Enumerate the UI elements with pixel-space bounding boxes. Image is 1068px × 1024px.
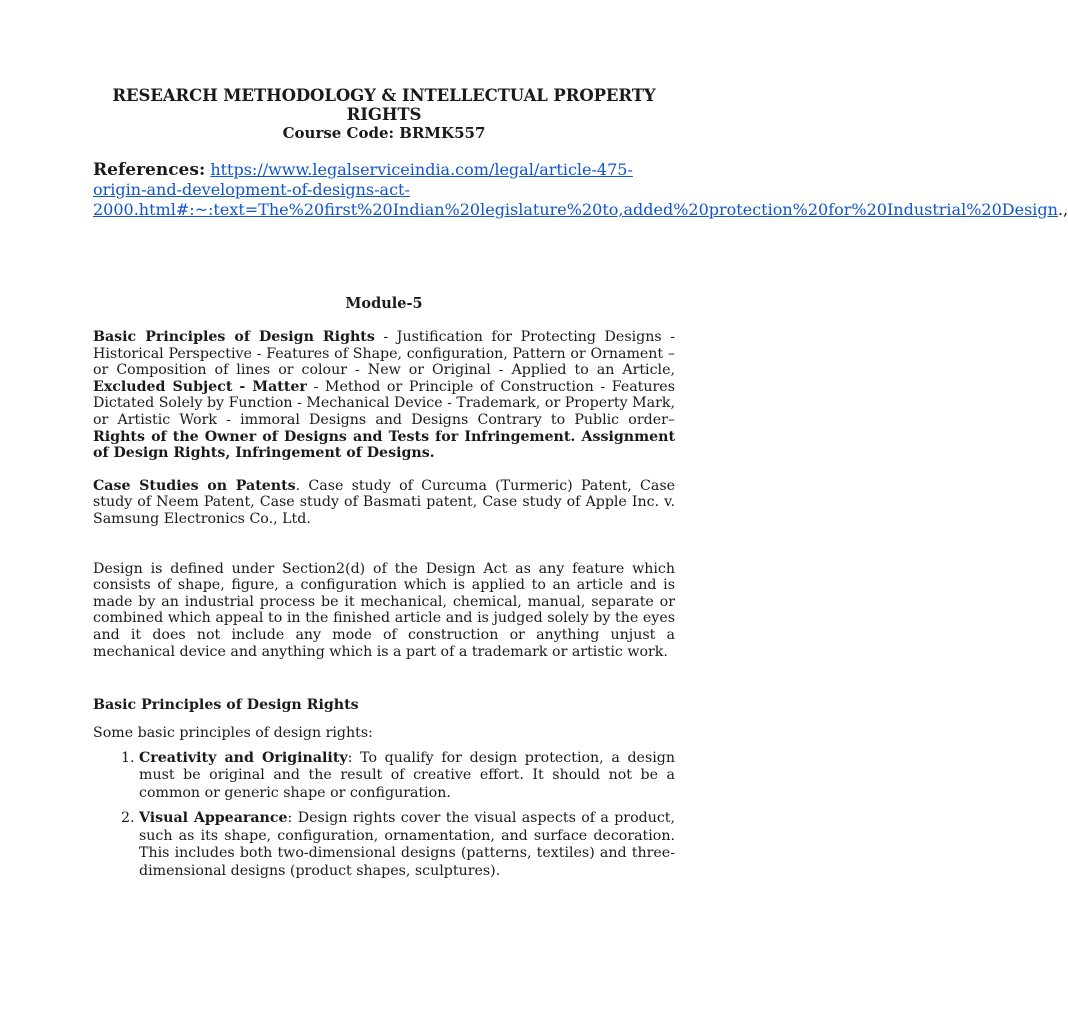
case-studies-text: . Case study of Curcuma (Turmeric) Patent, Case study of Neem Patent, Case study of Basmati patent, Case study of Apple Inc. v. Samsung Electronics Co., Ltd.: [93, 477, 676, 527]
case-studies-paragraph: [93, 478, 675, 528]
list-item-term: Creativity and Originality: [139, 749, 348, 766]
module-syllabus-paragraph: [93, 329, 675, 462]
syllabus-segment-bold: Rights of the Owner of Designs and Tests for Infringement. Assignment of Design Rights, Infringement of Designs.: [93, 428, 675, 462]
document-title: RESEARCH METHODOLOGY & INTELLECTUAL PROPERTY RIGHTS: [112, 86, 656, 124]
principles-heading: Basic Principles of Design Rights: [93, 697, 359, 714]
list-item: [139, 750, 675, 803]
list-item: [139, 810, 675, 880]
course-code: Course Code: BRMK557: [282, 124, 486, 142]
list-item-text: : Design rights cover the visual aspects of a product, such as its shape, configuration, ornamentation, and surface decoration. This includes both two-dimensional designs (patterns, textiles) and three-dimensional designs (product shapes, sculptures).: [139, 810, 675, 879]
syllabus-segment: - Justification for Protecting Designs - Historical Perspective - Features of Shape, configuration, Pattern or Ornament – or Composition of lines or colour - New or Original - Applied to an Article,: [93, 329, 676, 379]
design-definition-paragraph: Design is defined under Section2(d) of the Design Act as any feature which consists of shape, figure, a configuration which is applied to an article and is made by an industrial process be it mechanical, chemical, manual, separate or combined which appeal to in the finished article and is judged solely by the eyes and it does not include any mode of construction or anything unjust a mechanical device and anything which is a part of a trademark or artistic work.: [93, 560, 675, 660]
list-item-text: : To qualify for design protection, a design must be original and the result of creative effort. It should not be a common or generic shape or configuration.: [139, 749, 675, 801]
reference-link[interactable]: https://www.legalserviceindia.com/legal/article-475-origin-and-development-of-designs-act-2000.html#:~:text=The%20first%20Indian%20legislature%20to,added%20protection%20for%20Industrial%20Design: [93, 160, 1058, 219]
references-block: [93, 160, 1068, 220]
syllabus-segment: - Method or Principle of Construction - Features Dictated Solely by Function - Mechanical Device - Trademark, or Property Mark, or Artistic Work - immoral Designs and Designs Contrary to Public order–: [93, 378, 675, 428]
module-heading: Module-5: [345, 295, 423, 312]
syllabus-segment-bold: Excluded Subject - Matter: [93, 378, 307, 395]
reference-trailing: .,: [1057, 200, 1068, 219]
principles-list: [93, 750, 675, 881]
list-item-term: Visual Appearance: [139, 810, 288, 827]
syllabus-segment-bold: Basic Principles of Design Rights: [93, 329, 375, 345]
case-studies-label: Case Studies on Patents: [93, 477, 296, 494]
document-page: [93, 86, 1068, 888]
principles-intro: Some basic principles of design rights:: [93, 725, 373, 742]
references-label: References:: [93, 160, 206, 180]
